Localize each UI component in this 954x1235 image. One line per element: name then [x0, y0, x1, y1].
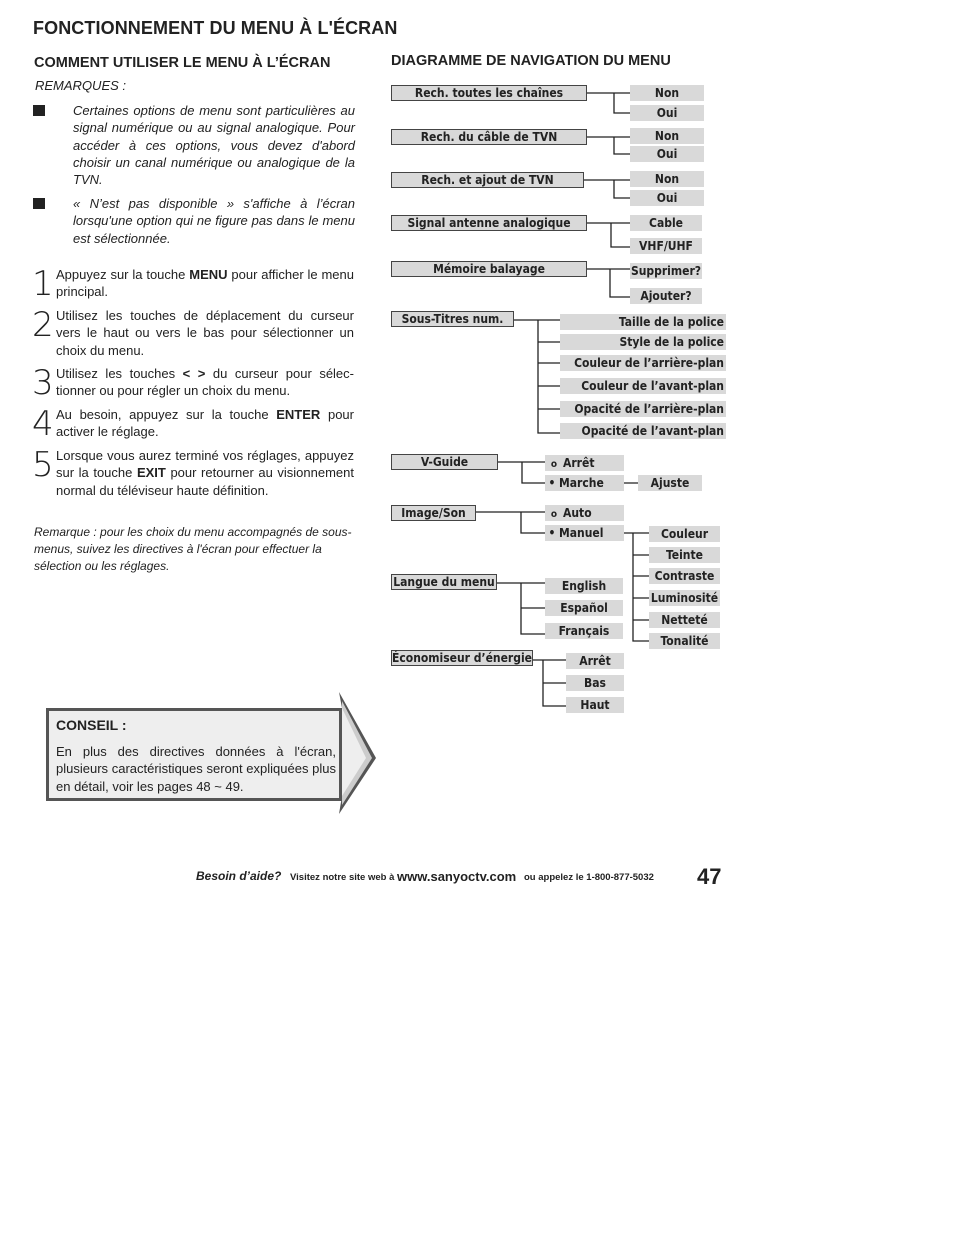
menu-option: English [545, 578, 623, 594]
section-heading: COMMENT UTILISER LE MENU À L’ÉCRAN [34, 55, 331, 71]
menu-option: Ajuste [638, 475, 702, 491]
menu-option: Cable [630, 215, 702, 231]
menu-option: Opacité de l’avant-plan [560, 423, 726, 439]
diagram-heading: DIAGRAMME DE NAVIGATION DU MENU [391, 53, 671, 69]
menu-option: Haut [566, 697, 624, 713]
menu-option: Opacité de l’arrière-plan [560, 401, 726, 417]
step-number: 5 [32, 445, 54, 485]
menu-item: Rech. toutes les chaînes [391, 85, 587, 101]
menu-option: Oui [630, 105, 704, 121]
step-number: 3 [32, 363, 54, 403]
menu-option: Tonalité [649, 633, 720, 649]
footer-phone: ou appelez le 1-800-877-5032 [524, 872, 654, 883]
menu-option: Non [630, 171, 704, 187]
menu-option: • Manuel [545, 525, 624, 541]
menu-option: o Auto [545, 505, 624, 521]
menu-option: Español [545, 600, 623, 616]
step-number: 1 [32, 264, 54, 304]
menu-item: Signal antenne analogique [391, 215, 587, 231]
radio-on-icon: • [548, 476, 556, 490]
menu-option: Non [630, 85, 704, 101]
menu-option: Couleur de l’avant-plan [560, 378, 726, 394]
radio-on-icon: • [548, 526, 556, 540]
tip-text: En plus des directives données à l'écran, plusieurs caractéristiques seront expliquées plus en détail, voir les pages 48 ~ 49. [56, 744, 336, 794]
menu-option: o Arrêt [545, 455, 624, 471]
step-text: Utilisez les touches < > du curseur pour sélec-tionner ou pour régler un choix du menu. [56, 366, 354, 399]
radio-off-icon: o [550, 509, 558, 520]
footer-website-link[interactable]: www.sanyoctv.com [397, 869, 517, 884]
radio-off-icon: o [550, 459, 558, 470]
notes-label: REMARQUES : [35, 78, 127, 93]
menu-option: • Marche [545, 475, 624, 491]
step-number: 2 [32, 305, 54, 345]
menu-item: Économiseur d’énergie [392, 651, 533, 665]
menu-item: Sous-Titres num. [391, 311, 514, 327]
footer-visit: Visitez notre site web à [290, 872, 395, 883]
note-text: Certaines options de menu sont particulières au signal numérique ou au signal analogique. Pour accéder à ces options, vous devez d'abord choisir un canal numérique ou analogique de la TVN. [73, 103, 355, 188]
step-number: 4 [32, 404, 54, 444]
footer-help: Besoin d’aide? [196, 869, 282, 883]
tip-title: CONSEIL : [56, 717, 127, 733]
menu-option: Taille de la police [560, 314, 726, 330]
menu-option: Luminosité [650, 591, 719, 605]
page-title: FONCTIONNEMENT DU MENU À L'ÉCRAN [33, 18, 398, 38]
menu-item: Langue du menu [391, 574, 497, 590]
menu-option: Oui [630, 146, 704, 162]
menu-option: Non [630, 128, 704, 144]
step-text: Au besoin, appuyez sur la touche ENTER pour activer le réglage. [56, 407, 354, 440]
menu-option: Contraste [649, 568, 720, 584]
menu-option: Style de la police [560, 334, 726, 350]
menu-option: Français [545, 623, 623, 639]
menu-item: Mémoire balayage [391, 261, 587, 277]
menu-option: Arrêt [566, 653, 624, 669]
menu-option: VHF/UHF [630, 238, 702, 254]
menu-option: Couleur de l’arrière-plan [560, 355, 726, 371]
menu-item: Rech. du câble de TVN [391, 129, 587, 145]
menu-option: Oui [630, 190, 704, 206]
menu-item: Image/Son [391, 505, 476, 521]
note-text: « N’est pas disponible » s'affiche à l’écran lorsqu'une option qui ne figure pas dans le menu est sélectionnée. [73, 196, 355, 246]
menu-option: Couleur [649, 526, 720, 542]
step-text: Utilisez les touches de déplacement du curseur vers le haut ou vers le bas pour sélectionner un choix du menu. [56, 308, 354, 358]
menu-item: V-Guide [391, 454, 498, 470]
step-text: Appuyez sur la touche MENU pour afficher le menu principal. [56, 267, 354, 300]
menu-option: Bas [566, 675, 624, 691]
menu-option: Supprimer? [630, 264, 702, 278]
page-number: 47 [697, 864, 722, 889]
step-text: Lorsque vous aurez terminé vos réglages, appuyez sur la touche EXIT pour retourner au visionnement normal du téléviseur haute définition. [56, 448, 354, 498]
menu-option: Teinte [649, 547, 720, 563]
menu-option: Netteté [649, 612, 720, 628]
menu-option: Ajouter? [630, 288, 702, 304]
remark: Remarque : pour les choix du menu accompagnés de sous-menus, suivez les directives à l'écran pour effectuer la sélection ou les réglages. [34, 525, 352, 573]
menu-item: Rech. et ajout de TVN [391, 172, 584, 188]
